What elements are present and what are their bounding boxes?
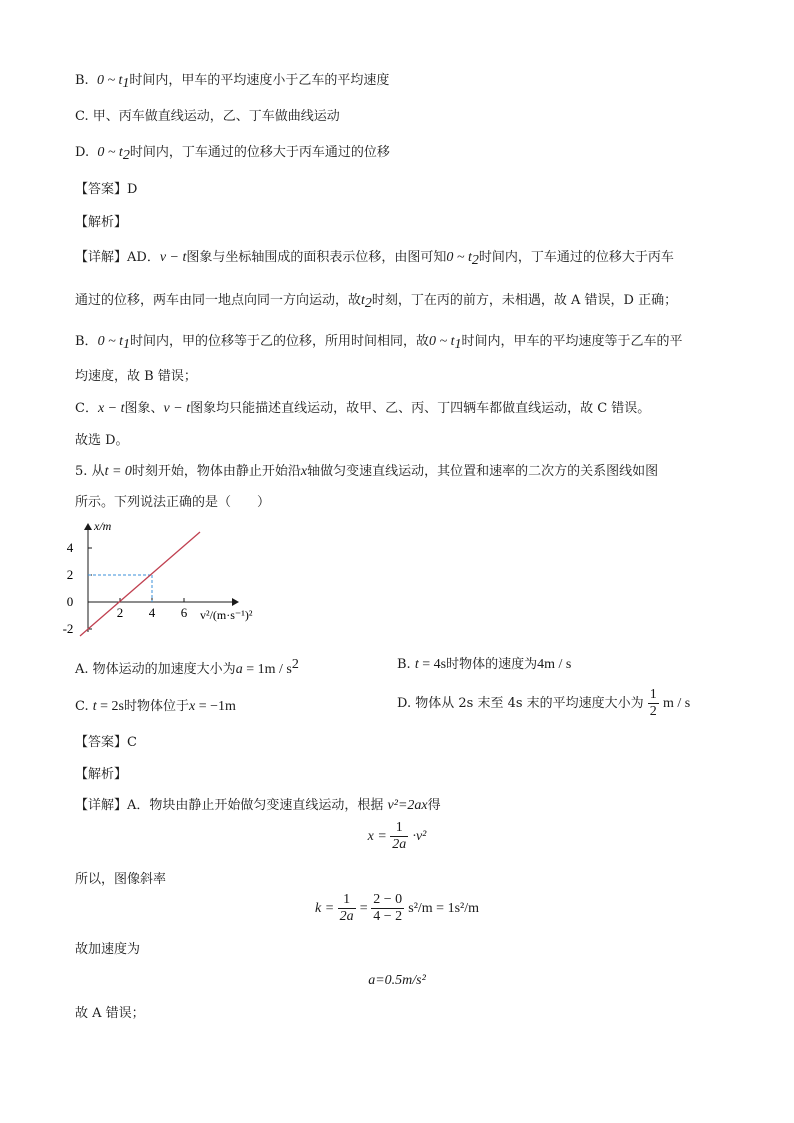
q4-detail-c: C．x − t图象、v − t图象均只能描述直线运动，故甲、乙、丙、丁四辆车都做直线运动，故 C 错误。 (75, 401, 651, 416)
q4-detail-b-line1: B．0 ~ $t_1$时间内，甲的位移等于乙的位移，所用时间相同，故0 ~ $t_1$时间内，甲车的平均速度等于乙车的平 (75, 334, 683, 352)
q5-equation-2: k = $\frac{1}{2a}$ = $\frac{2 - 0}{4 - 2}$ s²/m = 1s²/m (314, 892, 479, 924)
q5-option-a: A. 物体运动的加速度大小为$a = 1m / s^2$ (75, 657, 299, 677)
q5-accel-label: 故加速度为 (75, 942, 141, 957)
x-tick-2: 2 (116, 605, 124, 620)
q4-detail-b-line2: 均速度，故 B 错误； (75, 369, 197, 384)
q5-stem-line1: 5. 从t = 0时刻开始，物体由静止开始沿x轴做匀变速直线运动，其位置和速率的二次方的关系图线如图 (75, 464, 659, 479)
x-tick-6: 6 (180, 605, 188, 620)
y-tick-4: 4 (66, 540, 74, 555)
q5-option-d-fraction: $\frac{1}{2}$ (649, 687, 657, 719)
q5-option-c: C. t = 2s时物体位于x = −1m (75, 699, 236, 714)
x-axis-label: v²/(m·s⁻¹)² (200, 608, 253, 622)
q4-option-c: C. 甲、丙车做直线运动，乙、丁车做曲线运动 (75, 109, 340, 124)
q5-option-d: D. 物体从 2s 末至 4s 末的平均速度大小为 $\frac{1}{2}$ m / s (397, 687, 691, 719)
q5-detail-a: 【详解】A．物块由静止开始做匀变速直线运动，根据 v²=2ax得 (75, 798, 441, 813)
q5-equation-1: x = $\frac{1}{2a}$ ·v² (367, 820, 427, 852)
q5-answer: 【答案】C (75, 735, 137, 750)
x-tick-4: 4 (148, 605, 156, 620)
q5-stem-line2: 所示。下列说法正确的是（ ） (75, 495, 271, 510)
q4-analysis-heading: 【解析】 (75, 215, 128, 230)
q4-option-d: D. 0 ~ $t_2$时间内，丁车通过的位移大于丙车通过的位移 (75, 145, 390, 163)
y-tick-neg2: -2 (62, 621, 74, 636)
q5-equation-3: a=0.5m/s² (368, 973, 426, 988)
q4-detail-ad-line1: 【详解】AD．v − t图象与坐标轴围成的面积表示位移，由图可知0 ~ $t_2$时间内，丁车通过的位移大于丙车 (75, 250, 674, 268)
q4-detail-ad-line2: 通过的位移，两车由同一地点向同一方向运动，故$t_2$时刻，丁在丙的前方，未相遇，故 A 错误，D 正确； (75, 293, 678, 311)
q5-option-b: B. t = 4s时物体的速度为4m / s (397, 657, 572, 672)
y-tick-0: 0 (66, 594, 74, 609)
q4-conclusion: 故选 D。 (75, 433, 129, 448)
q5-graph (60, 518, 270, 638)
y-axis-label: x/m (94, 519, 112, 533)
q4-answer: 【答案】D (75, 182, 138, 197)
q4-option-b: B. 0 ~ $t_1$时间内，甲车的平均速度小于乙车的平均速度 (75, 73, 390, 91)
q5-analysis-heading: 【解析】 (75, 767, 128, 782)
data-line (80, 532, 200, 636)
q5-a-conclusion: 故 A 错误； (75, 1006, 145, 1021)
y-tick-2: 2 (66, 567, 74, 582)
q5-slope-label: 所以，图像斜率 (75, 872, 167, 887)
